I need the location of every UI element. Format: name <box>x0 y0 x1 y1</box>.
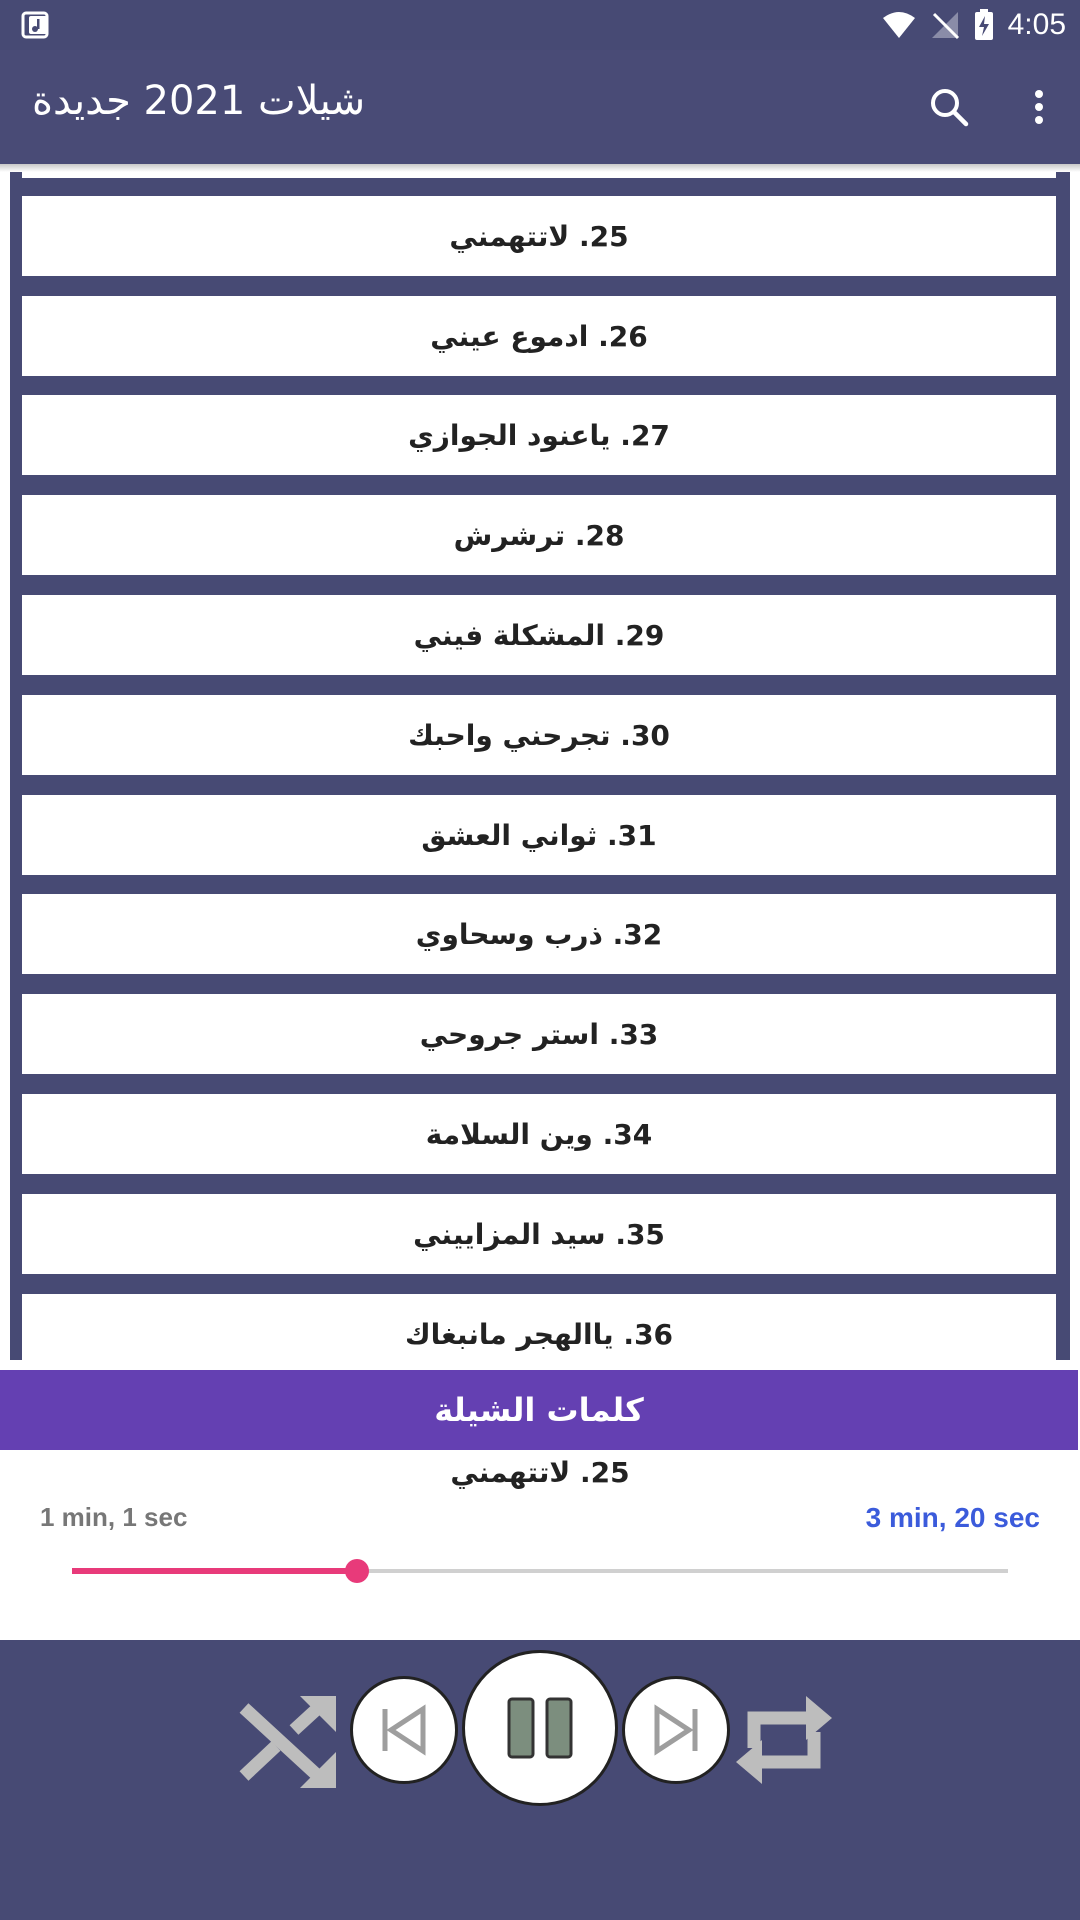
list-item[interactable] <box>22 695 1056 775</box>
song-title: 25. لاتتهمني <box>449 219 629 253</box>
repeat-icon <box>732 1688 836 1792</box>
lyrics-button[interactable] <box>0 1370 1078 1450</box>
shuffle-icon <box>236 1688 340 1792</box>
status-bar <box>0 0 1080 50</box>
app-bar-shadow <box>0 164 1080 172</box>
list-item[interactable] <box>22 595 1056 675</box>
previous-button[interactable] <box>350 1676 458 1784</box>
search-button[interactable] <box>922 80 976 134</box>
list-item[interactable] <box>22 1194 1056 1274</box>
battery-charging-icon <box>974 9 994 41</box>
skip-next-icon <box>649 1703 703 1757</box>
search-icon <box>922 80 976 134</box>
list-item[interactable] <box>22 495 1056 575</box>
list-item[interactable] <box>22 795 1056 875</box>
song-title: 28. ترشرش <box>453 518 625 552</box>
song-title: 34. وين السلامة <box>425 1117 653 1151</box>
song-title: 29. المشكلة فيني <box>413 618 665 652</box>
lyrics-button-label: كلمات الشيلة <box>434 1391 644 1429</box>
song-title: 32. ذرب وسحاوي <box>415 917 663 951</box>
more-vert-icon <box>1012 80 1066 134</box>
song-title: 36. ياالهجر مانبغاك <box>404 1317 674 1351</box>
song-title: 30. تجرحني واحبك <box>408 718 670 752</box>
app-bar <box>0 50 1080 164</box>
elapsed-time: 1 min, 1 sec <box>40 1502 188 1532</box>
song-title: 35. سيد المزاييني <box>413 1217 665 1251</box>
app-title: شيلات 2021 جديدة <box>32 78 366 124</box>
now-playing-title: 25. لاتتهمني <box>450 1456 630 1489</box>
seek-bar[interactable] <box>72 1556 1008 1586</box>
song-title: 26. ادموع عيني <box>430 319 648 353</box>
list-item[interactable] <box>22 994 1056 1074</box>
seek-thumb[interactable] <box>345 1559 369 1583</box>
list-item[interactable] <box>22 395 1056 475</box>
seek-progress <box>72 1568 357 1574</box>
player-controls <box>0 1640 1080 1920</box>
overflow-menu-button[interactable] <box>1012 80 1066 134</box>
song-title: 33. استر جروحي <box>419 1017 659 1051</box>
music-notification-icon <box>20 10 50 40</box>
list-item[interactable] <box>22 296 1056 376</box>
list-item[interactable] <box>22 1294 1056 1360</box>
song-list[interactable] <box>10 172 1070 1360</box>
repeat-button[interactable] <box>732 1688 836 1792</box>
shuffle-button[interactable] <box>236 1688 340 1792</box>
total-duration: 3 min, 20 sec <box>865 1502 1040 1533</box>
pause-icon <box>505 1693 575 1763</box>
list-item[interactable] <box>22 196 1056 276</box>
wifi-icon <box>882 10 916 40</box>
next-button[interactable] <box>622 1676 730 1784</box>
skip-previous-icon <box>377 1703 431 1757</box>
no-signal-icon <box>930 10 960 40</box>
list-item[interactable] <box>22 172 1056 178</box>
list-item[interactable] <box>22 1094 1056 1174</box>
list-item[interactable] <box>22 894 1056 974</box>
song-title: 31. ثواني العشق <box>421 818 657 852</box>
clock: 4:05 <box>1007 8 1066 41</box>
song-title: 27. ياعنود الجوازي <box>408 418 670 452</box>
play-pause-button[interactable] <box>462 1650 618 1806</box>
